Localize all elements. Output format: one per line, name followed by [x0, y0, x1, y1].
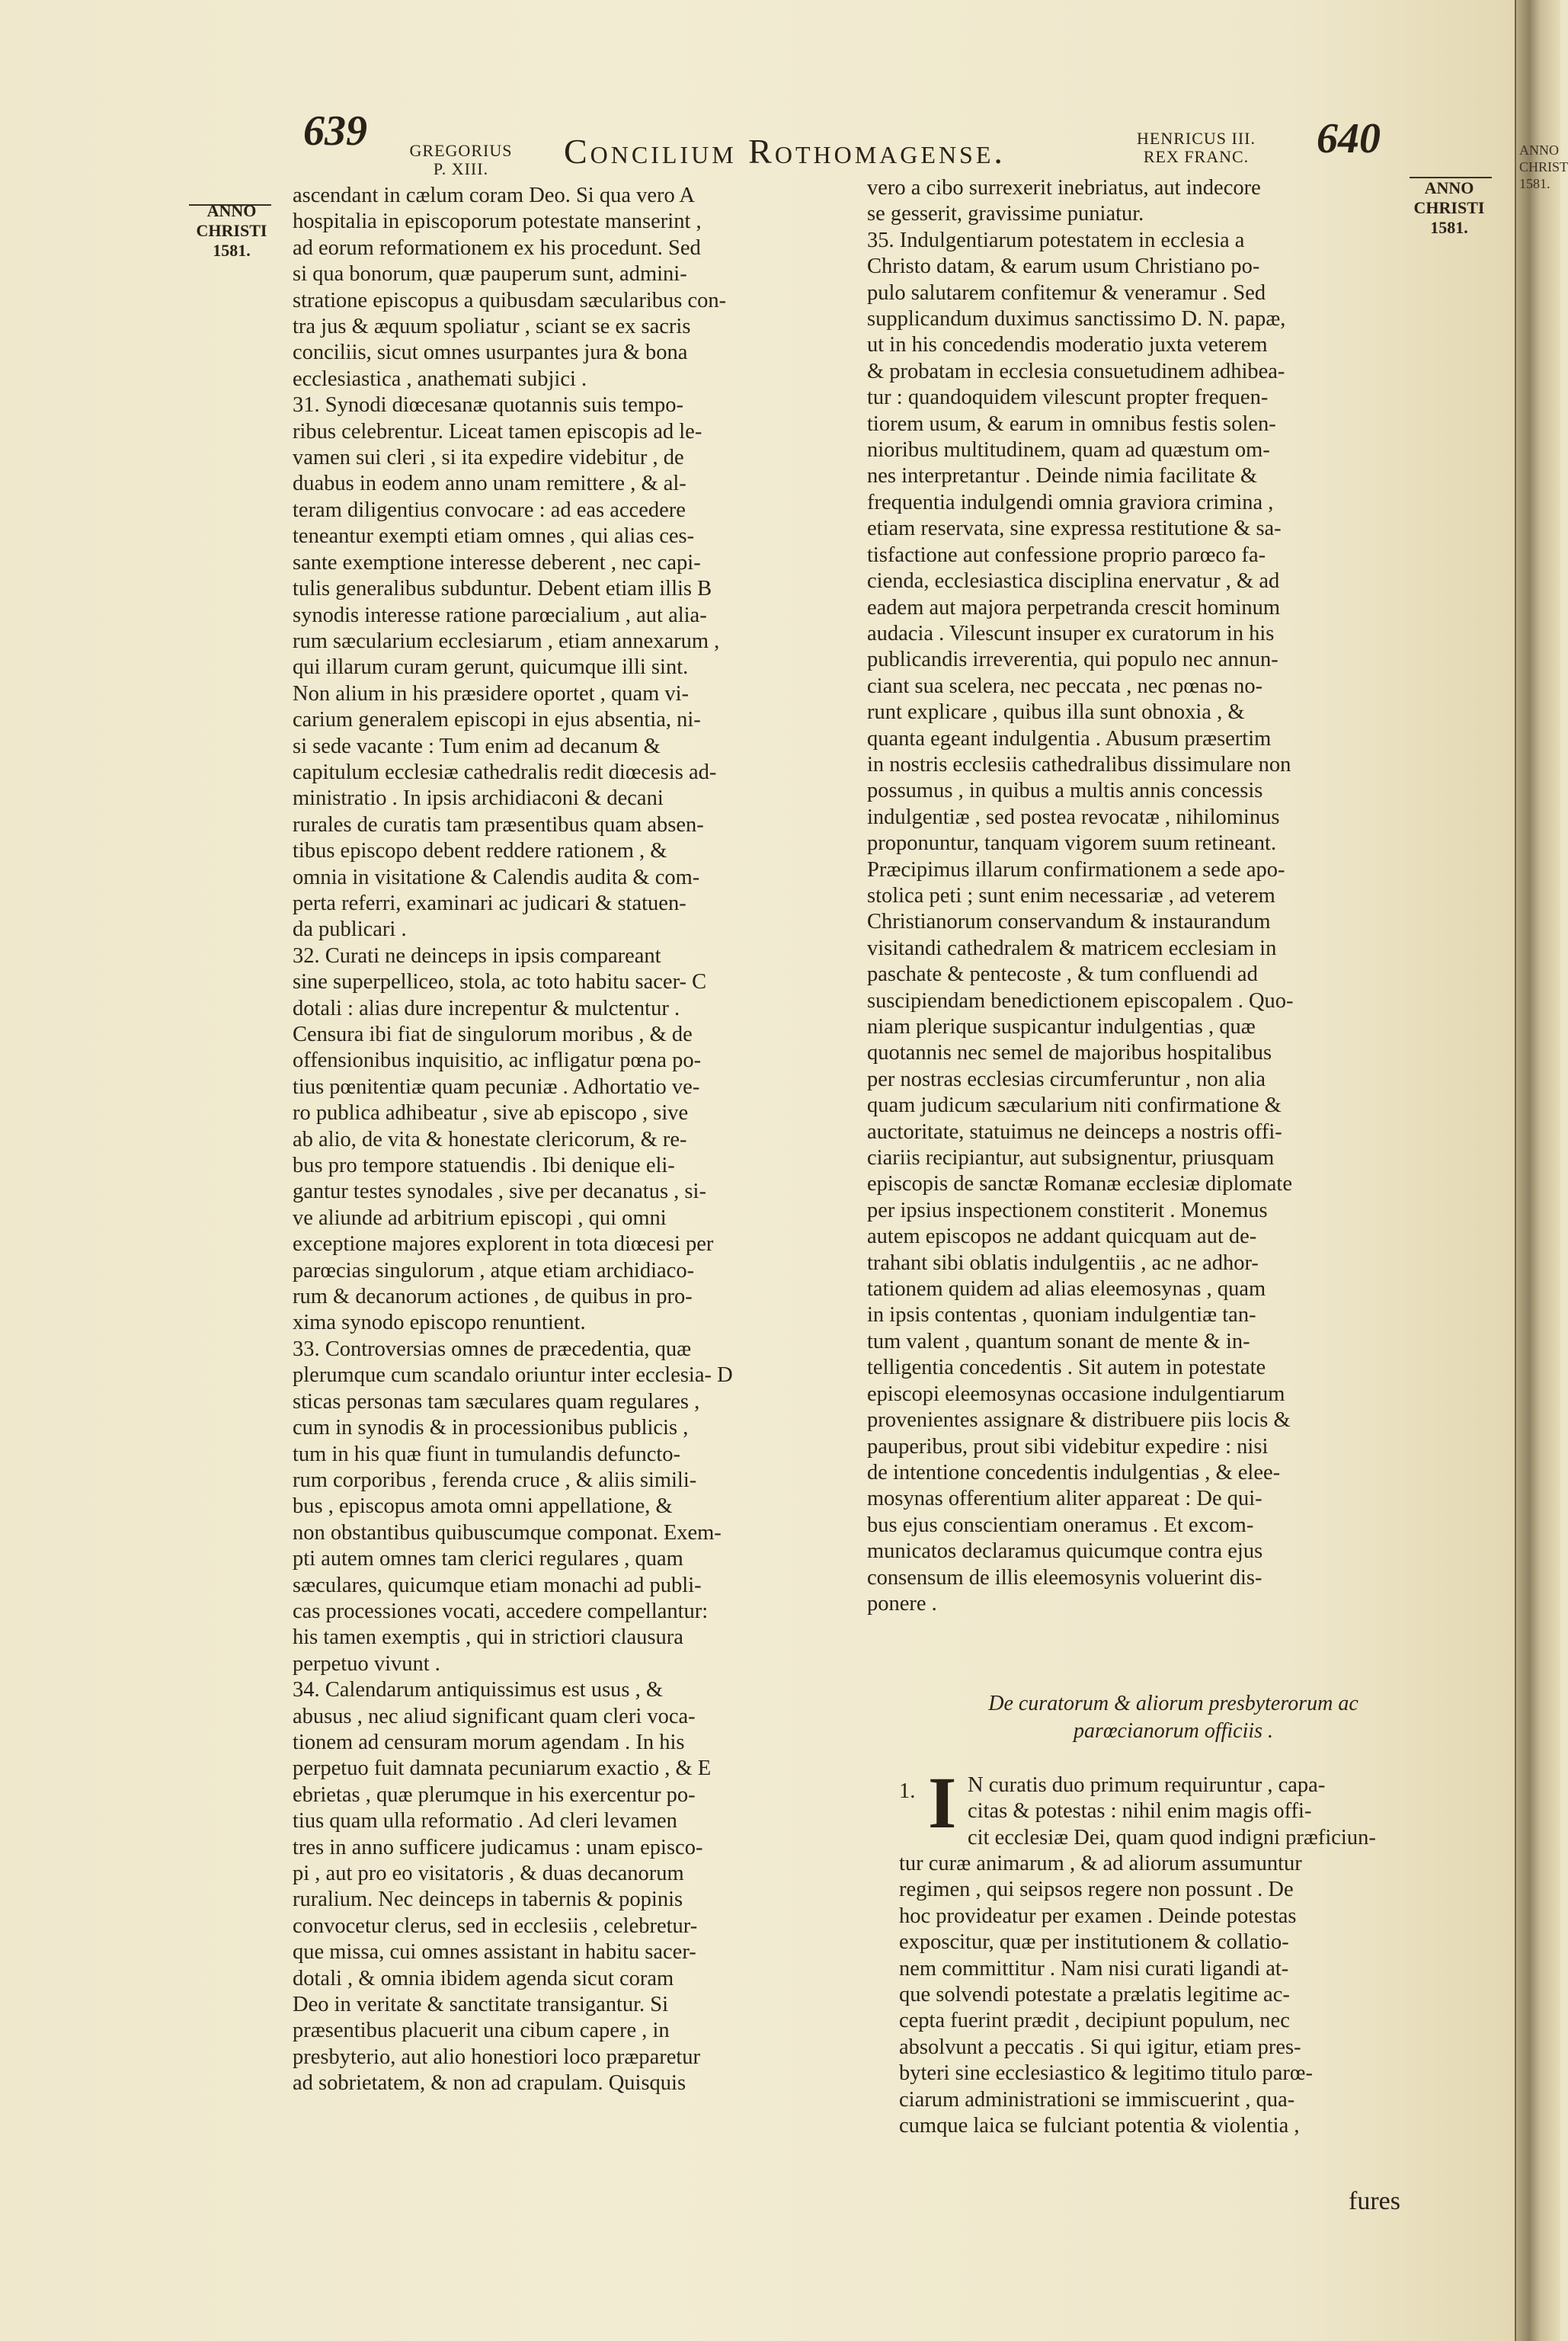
text-line: tiorem usum, & earum in omnibus festis solen- [867, 412, 1276, 436]
subheading-line-1: De curatorum & aliorum presbyterorum ac [988, 1692, 1358, 1715]
text-line: quotannis nec semel de majoribus hospitalibus [867, 1041, 1272, 1065]
text-line: ebrietas , quæ plerumque in his exercentur po- [293, 1782, 696, 1807]
text-line: sticas personas tam sæculares quam regulares , [293, 1389, 700, 1414]
text-line: paschate & pentecoste , & tum confluendi ad [867, 962, 1258, 987]
text-line: auctoritate, statuimus ne deinceps a nostris offi- [867, 1119, 1282, 1144]
text-line: tum valent , quantum sonant de mente & in- [867, 1329, 1250, 1353]
text-line: Censura ibi fiat de singulorum moribus , & de [293, 1023, 693, 1046]
text-line: ut in his concedendis moderatio juxta veterem [867, 333, 1268, 357]
text-line: in ipsis contentas , quoniam indulgentiæ tan- [867, 1303, 1256, 1327]
text-line: xima synodo episcopo renuntient. [293, 1311, 586, 1335]
text-line: 35. Indulgentiarum potestatem in ecclesia a [867, 228, 1245, 252]
text-line: & probatam in ecclesia consuetudinem adhibea- [867, 359, 1285, 383]
text-line: offensionibus inquisitio, ac infligatur pœna po- [293, 1049, 702, 1073]
text-line: stolica peti ; sunt enim necessariæ , ad veterem [867, 883, 1275, 908]
text-line: 33. Controversias omnes de præcedentia, quæ [293, 1337, 692, 1361]
text-line: etiam reservata, sine expressa restitutione & sa- [867, 517, 1282, 541]
text-line: capitulum ecclesiæ cathedralis redit diœcesis ad- [293, 760, 717, 784]
text-line: carium generalem episcopi in ejus absentia, ni- [293, 708, 701, 732]
text-line: ciarum administrationi se immiscuerint , qua- [899, 2087, 1295, 2112]
text-line: tius quam ulla reformatio . Ad cleri levamen [293, 1809, 677, 1833]
text-line: rum & decanorum actiones , de quibus in pro- [293, 1285, 693, 1309]
text-line: visitandi cathedralem & matricem ecclesiam in [867, 936, 1277, 960]
text-line: pti autem omnes tam clerici regulares , quam [293, 1547, 683, 1571]
text-line: pi , aut pro eo visitatoris , & duas decanorum [293, 1862, 684, 1885]
margin-note-right-year: 1581. [1430, 218, 1468, 237]
page-title: Concilium Rothomagense. [564, 132, 1006, 171]
text-line: plerumque cum scandalo oriuntur inter ecclesia- D [293, 1363, 733, 1388]
text-line: suscipiendam benedictionem episcopalem . Quo- [867, 988, 1294, 1013]
text-line: sine superpelliceo, stola, ac toto habitu sacer- C [293, 970, 707, 994]
spine-note-christi: CHRIST [1519, 159, 1568, 175]
page-number-left: 639 [303, 107, 367, 155]
text-line: ponere . [867, 1591, 937, 1616]
text-line: supplicandum duximus sanctissimo D. N. papæ, [867, 307, 1286, 331]
text-line: byteri sine ecclesiastico & legitimo titulo parœ- [899, 2061, 1313, 2086]
text-line: ribus celebrentur. Liceat tamen episcopis ad le- [293, 419, 702, 444]
text-line: que missa, cui omnes assistant in habitu sacer- [293, 1940, 696, 1965]
text-line: perpetuo fuit damnata pecuniarum exactio , & E [293, 1757, 712, 1781]
section-first-lines [968, 1773, 1474, 1851]
text-line: hoc provideatur per examen . Deinde potestas [899, 1904, 1297, 1928]
text-line: cumque laica se fulciant potentia & violentia , [899, 2114, 1300, 2138]
text-line: perta referri, examinari ac judicari & statuen- [293, 891, 686, 915]
margin-note-left-anno: ANNO [206, 201, 257, 220]
book-spine [1515, 0, 1568, 2341]
text-line: vamen sui cleri , si ita expedire videbitur , de [293, 446, 684, 470]
text-line: tisfactione aut confessione proprio parœco fa- [867, 543, 1266, 567]
text-line: cepta fuerint prædit , decipiunt populum, nec [899, 2009, 1290, 2033]
text-line: cum in synodis & in processionibus publicis , [293, 1416, 689, 1440]
margin-note-left [186, 201, 277, 261]
subheading-line-2: parœcianorum officiis . [1073, 1719, 1274, 1743]
text-line: pulo salutarem confitemur & veneramur . Sed [867, 280, 1266, 305]
text-line: tionem ad censuram morum agendam . In his [293, 1730, 685, 1754]
catchword: fures [1349, 2187, 1400, 2215]
text-line: tum in his quæ fiunt in tumulandis defuncto- [293, 1442, 681, 1466]
text-line: 32. Curati ne deinceps in ipsis compareant [293, 943, 661, 968]
text-line: sante exemptione interesse deberent , nec capi- [293, 550, 701, 575]
text-line: provenientes assignare & distribuere piis locis & [867, 1408, 1291, 1433]
text-line: nioribus multitudinem, quam ad quæstum om- [867, 438, 1270, 463]
text-line: sæculares, quicumque etiam monachi ad publi- [293, 1573, 702, 1597]
text-line: absolvunt a peccatis . Si qui igitur, etiam pres- [899, 2035, 1301, 2059]
text-line: runt explicare , quibus illa sunt obnoxia , & [867, 700, 1245, 725]
text-line: da publicari . [293, 918, 407, 942]
text-line: regimen , qui seipsos regere non possunt . De [899, 1878, 1294, 1902]
spine-note-anno: ANNO [1519, 143, 1559, 158]
text-line: ve aliunde ad arbitrium episcopi , qui omni [293, 1206, 667, 1230]
text-line: Christo datam, & earum usum Christiano po- [867, 255, 1260, 279]
text-line: publicandis irreverentia, qui populo nec annun- [867, 648, 1278, 672]
text-line: teneantur exempti etiam omnes , qui alias ces- [293, 524, 695, 549]
text-line: nes interpretantur . Deinde nimia facilitate & [867, 464, 1258, 488]
text-line: ascendant in cælum coram Deo. Si qua vero A [293, 184, 695, 207]
text-line: dotali , & omnia ibidem agenda sicut coram [293, 1966, 674, 1990]
left-column [293, 183, 872, 2097]
text-line: ab alio, de vita & honestate clericorum, & re- [293, 1127, 687, 1151]
section-number: 1. [899, 1779, 916, 1803]
text-line: episcopi eleemosynas occasione indulgentiarum [867, 1382, 1285, 1406]
margin-note-right-christi: CHRISTI [1413, 198, 1485, 217]
text-line: cienda, ecclesiastica disciplina enervatur , & ad [867, 569, 1280, 594]
text-line: dotali : alias dure increpentur & mulctentur . [293, 996, 680, 1020]
text-line: synodis interesse ratione parœcialium , aut alia- [293, 603, 707, 627]
text-line: quanta egeant indulgentia . Abusum præsertim [867, 726, 1272, 751]
text-line: stratione episcopus a quibusdam sæcularibus con- [293, 288, 727, 312]
text-line: Deo in veritate & sanctitate transigantur. Si [293, 1993, 669, 2017]
text-line: tulis generalibus subduntur. Debent etiam illis B [293, 577, 712, 601]
text-line: de intentione concedentis indulgentias , & elee- [867, 1460, 1281, 1484]
pope-name: GREGORIUS [409, 141, 513, 160]
text-line: Præcipimus illarum confirmationem a sede apo- [867, 857, 1285, 882]
text-line: frequentia indulgendi omnia graviora crimina , [867, 490, 1274, 514]
text-line: episcopis de sanctæ Romanæ ecclesiæ diplomate [867, 1172, 1293, 1196]
spine-note-year: 1581. [1519, 176, 1550, 191]
text-line: possumus , in quibus a multis annis concessis [867, 779, 1263, 803]
text-line: exceptione majores explorent in tota diœcesi per [293, 1232, 714, 1257]
pope-label [404, 142, 518, 178]
text-line: tur : quandoquidem vilescunt propter frequen- [867, 386, 1269, 410]
text-line: municatos declaramus quicumque contra ejus [867, 1539, 1263, 1564]
margin-note-left-year: 1581. [213, 241, 251, 260]
text-line: indulgentiæ , sed postea revocatæ , nihilominus [867, 805, 1280, 829]
text-line: qui illarum curam gerunt, quicumque illi sint. [293, 655, 689, 680]
margin-note-left-christi: CHRISTI [196, 221, 267, 240]
text-line: ecclesiastica , anathemati subjici . [293, 367, 587, 391]
text-line: si sede vacante : Tum enim ad decanum & [293, 734, 661, 758]
text-line: in nostris ecclesiis cathedralibus dissimulare non [867, 752, 1291, 777]
text-line: gantur testes synodales , sive per decanatus , si- [293, 1180, 706, 1204]
text-line: que solvendi potestate a prælatis legitime ac- [899, 1983, 1290, 2007]
text-line: ciariis recipiantur, aut subsignentur, priusquam [867, 1146, 1275, 1170]
text-line: niam plerique suspicantur indulgentias , quæ [867, 1015, 1256, 1039]
text-line: rum corporibus , ferenda cruce , & aliis simili- [293, 1468, 697, 1492]
margin-note-right-anno: ANNO [1424, 178, 1474, 197]
text-line: citas & potestas : nihil enim magis offi- [968, 1799, 1312, 1824]
text-line: presbyterio, aut alio honestiori loco præparetur [293, 2045, 701, 2069]
text-line: per ipsius inspectionem constiterit . Monemus [867, 1198, 1268, 1222]
text-line: per nostras ecclesias circumferuntur , non alia [867, 1067, 1266, 1091]
text-line: trahant sibi oblatis indulgentiis , ac ne adhor- [867, 1251, 1259, 1275]
right-column [867, 175, 1477, 1617]
text-line: ad sobrietatem, & non ad crapulam. Quisquis [293, 2071, 686, 2096]
text-line: exposcitur, quæ per institutionem & collatio- [899, 1930, 1289, 1955]
text-line: tres in anno sufficere judicamus : unam episco- [293, 1835, 703, 1859]
text-line: rurales de curatis tam præsentibus quam absen- [293, 812, 704, 837]
text-line: consensum de illis eleemosynis voluerint dis- [867, 1565, 1262, 1590]
text-line: teram diligentius convocare : ad eas accedere [293, 498, 686, 522]
text-line: 31. Synodi diœcesanæ quotannis suis tempo- [293, 393, 683, 418]
text-line: nem committitur . Nam nisi curati ligandi at- [899, 1956, 1289, 1981]
text-line: tibus episcopo debent reddere rationem , & [293, 839, 667, 863]
text-line: bus ejus conscientiam oneramus . Et excom- [867, 1513, 1254, 1537]
section-body [899, 1851, 1478, 2139]
text-line: proponuntur, tanquam vigorem suum retineant. [867, 831, 1277, 856]
text-line: conciliis, sicut omnes usurpantes jura & bona [293, 341, 688, 365]
text-line: bus pro tempore statuendis . Ibi denique eli- [293, 1154, 675, 1178]
text-line: rum sæcularium ecclesiarum , etiam annexarum , [293, 629, 720, 653]
text-line: autem episcopos ne addant quicquam aut de- [867, 1225, 1257, 1249]
text-line: Christianorum conservandum & instaurandum [867, 910, 1271, 934]
text-line: tur curæ animarum , & ad aliorum assumuntur [899, 1852, 1302, 1875]
drop-capital: I [928, 1762, 957, 1843]
text-line: abusus , nec aliud significant quam cleri voca- [293, 1704, 696, 1728]
page-number-right: 640 [1317, 115, 1381, 162]
text-line: Non alium in his præsidere oportet , quam vi- [293, 681, 690, 706]
text-line: 34. Calendarum antiquissimus est usus , & [293, 1678, 664, 1702]
pope-number: P. XIII. [433, 159, 489, 178]
text-line: pauperibus, prout sibi videbitur expedire : nisi [867, 1434, 1269, 1459]
text-line: mosynas offerentium aliter appareat : De qui- [867, 1487, 1262, 1511]
text-line: vero a cibo surrexerit inebriatus, aut indecore [867, 176, 1261, 200]
text-line: quam judicum sæcularium niti confirmatione & [867, 1094, 1282, 1118]
text-line: se gesserit, gravissime puniatur. [867, 202, 1144, 226]
text-line: ad eorum reformationem ex his procedunt. Sed [293, 235, 701, 260]
text-line: bus , episcopus amota omni appellatione, & [293, 1494, 673, 1519]
text-line: non obstantibus quibuscumque componat. Exem- [293, 1520, 722, 1545]
text-line: telligentia concedentis . Sit autem in potestate [867, 1356, 1266, 1380]
text-line: convocetur clerus, sed in ecclesiis , celebretur- [293, 1913, 698, 1938]
text-line: ciant sua scelera, nec peccata , nec pœnas no- [867, 674, 1263, 698]
text-line: tra jus & æquum spoliatur , sciant se ex sacris [293, 315, 691, 339]
text-line: cit ecclesiæ Dei, quam quod indigni præficiun- [968, 1825, 1376, 1849]
text-line: audacia . Vilescunt insuper ex curatorum in his [867, 621, 1275, 645]
text-line: ro publica adhibeatur , sive ab episcopo , sive [293, 1101, 689, 1126]
king-name: HENRICUS III. [1137, 129, 1256, 148]
spine-margin-note [1519, 142, 1568, 192]
text-line: præsentibus placuerit una cibum capere , in [293, 2019, 670, 2043]
text-line: parœcias singulorum , atque etiam archidiaco- [293, 1258, 695, 1283]
text-line: duabus in eodem anno unam remittere , & al- [293, 472, 686, 496]
king-label [1120, 130, 1272, 166]
section-subheading [872, 1690, 1474, 1745]
text-line: his tamen exemptis , qui in strictiori clausura [293, 1625, 683, 1650]
text-line: N curatis duo primum requiruntur , capa- [968, 1773, 1326, 1797]
text-line: tius pœnitentiæ quam pecuniæ . Adhortatio ve- [293, 1074, 700, 1099]
text-line: eadem aut majora perpetranda crescit hominum [867, 595, 1281, 620]
text-line: cas processiones vocati, accedere compellantur: [293, 1599, 709, 1623]
text-line: ministratio . In ipsis archidiaconi & decani [293, 786, 664, 811]
text-line: tationem quidem ad alias eleemosynas , quam [867, 1277, 1266, 1302]
text-line: ruralium. Nec deinceps in tabernis & popinis [293, 1888, 683, 1912]
text-line: omnia in visitatione & Calendis audita & com- [293, 865, 700, 889]
text-line: si qua bonorum, quæ pauperum sunt, admini- [293, 262, 687, 287]
text-line: perpetuo vivunt . [293, 1651, 440, 1676]
king-title: REX FRANC. [1143, 147, 1250, 166]
text-line: hospitalia in episcoporum potestate manserint , [293, 210, 702, 234]
